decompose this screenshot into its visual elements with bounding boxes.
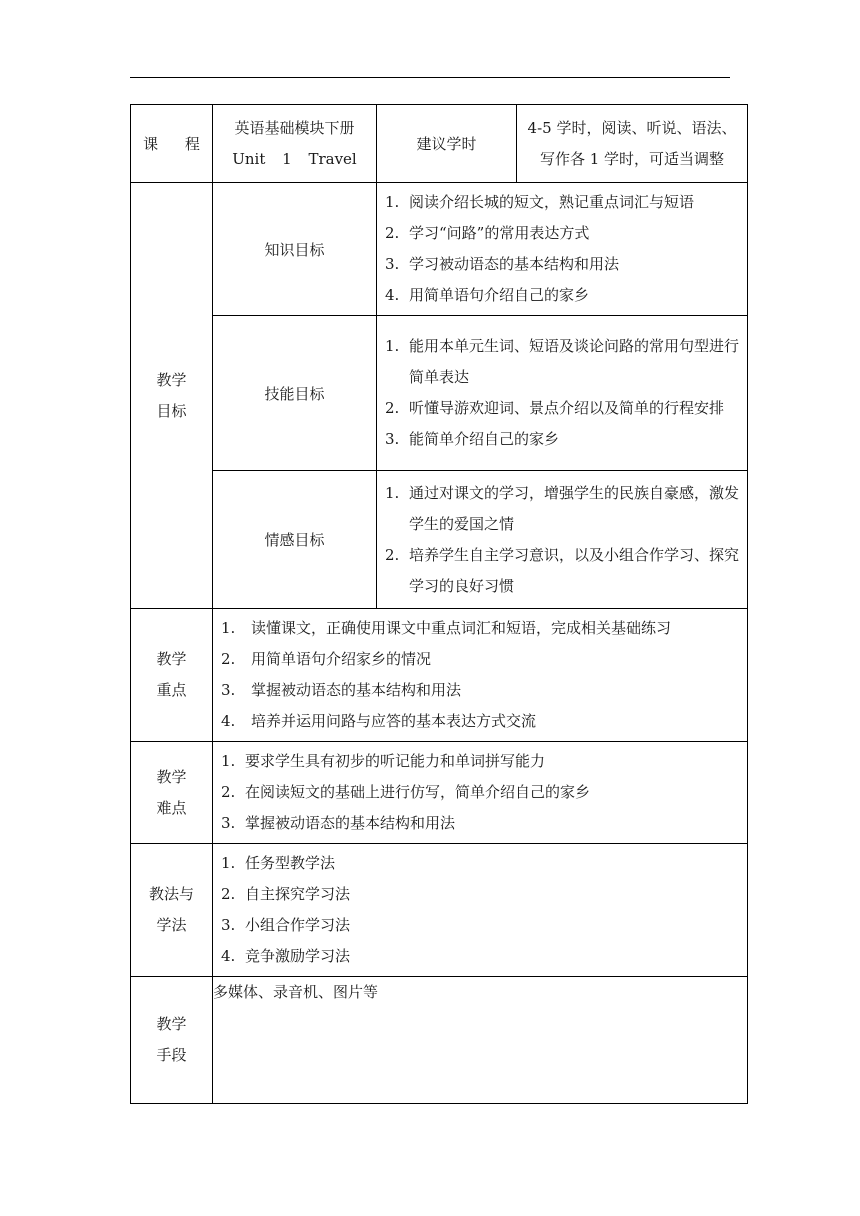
- knowledge-items-cell: [377, 183, 748, 316]
- key-points-list: [213, 609, 747, 741]
- item-text: 小组合作学习法: [245, 916, 351, 934]
- item-text: 学习被动语态的基本结构和用法: [409, 255, 620, 273]
- item-text: 能用本单元生词、短语及谈论问路的常用句型进行简单表达: [409, 337, 740, 386]
- item-number: 2.: [385, 545, 400, 564]
- list-item: [221, 706, 741, 737]
- emotion-label: 情感目标: [264, 531, 325, 549]
- item-number: 3.: [221, 814, 236, 832]
- course-label: 课 程: [143, 135, 200, 153]
- hours-value-line1: 4-5 学时，阅读、听说、语法、: [527, 118, 737, 137]
- skill-items-cell: [377, 316, 748, 471]
- methods-list: [213, 844, 747, 976]
- difficulties-list: [213, 742, 747, 843]
- list-item: [221, 777, 741, 808]
- list-item: [221, 613, 741, 644]
- methods-label-line1: 教法与: [148, 885, 194, 903]
- course-title-cell: [213, 105, 377, 183]
- difficulties-items-cell: [213, 742, 748, 844]
- item-text: 在阅读短文的基础上进行仿写，简单介绍自己的家乡: [245, 783, 591, 801]
- knowledge-list: [377, 183, 747, 315]
- item-number: 4.: [221, 712, 236, 730]
- objectives-label-cell: [131, 183, 213, 609]
- methods-label-cell: [131, 844, 213, 977]
- item-text: 任务型教学法: [245, 854, 336, 872]
- course-title-line1: 英语基础模块下册: [234, 118, 355, 137]
- item-number: 3.: [221, 916, 236, 934]
- header-rule: [130, 77, 730, 78]
- knowledge-label-cell: [213, 183, 377, 316]
- list-item: [385, 280, 741, 311]
- item-number: 2.: [385, 224, 400, 242]
- hours-label-cell: [377, 105, 517, 183]
- list-item: [221, 879, 741, 910]
- emotion-objective-row: [131, 471, 748, 609]
- means-label-cell: [131, 977, 213, 1104]
- item-number: 4.: [385, 286, 400, 304]
- skill-label: 技能目标: [264, 384, 325, 403]
- item-number: 3.: [385, 430, 400, 448]
- item-number: 4.: [221, 947, 236, 965]
- item-text: 用简单语句介绍家乡的情况: [251, 650, 432, 668]
- item-text: 掌握被动语态的基本结构和用法: [251, 681, 462, 699]
- item-number: 1.: [385, 337, 400, 355]
- item-text: 能简单介绍自己的家乡: [409, 430, 560, 448]
- item-text: 读懂课文，正确使用课文中重点词汇和短语，完成相关基础练习: [251, 619, 672, 637]
- list-item: [385, 187, 741, 218]
- methods-label-line2: 学法: [156, 916, 187, 934]
- item-text: 竞争激励学习法: [245, 947, 351, 965]
- item-text: 学习“问路”的常用表达方式: [409, 224, 590, 242]
- item-number: 2.: [385, 399, 400, 417]
- list-item: [385, 393, 741, 424]
- lesson-plan-table: [130, 104, 748, 1104]
- hours-value-cell: [517, 105, 748, 183]
- list-item: [385, 540, 741, 602]
- difficulties-label-line1: 教学: [156, 767, 187, 786]
- item-text: 自主探究学习法: [245, 885, 351, 903]
- list-item: [221, 675, 741, 706]
- knowledge-objective-row: [131, 183, 748, 316]
- means-text: 多媒体、录音机、图片等: [213, 983, 379, 1001]
- emotion-label-cell: [213, 471, 377, 609]
- list-item: [385, 249, 741, 280]
- item-text: 培养学生自主学习意识，以及小组合作学习、探究学习的良好习惯: [409, 545, 740, 595]
- list-item: [221, 848, 741, 879]
- emotion-list: [377, 474, 747, 606]
- key-points-label-line1: 教学: [156, 650, 187, 668]
- list-item: [385, 331, 741, 393]
- item-text: 用简单语句介绍自己的家乡: [409, 286, 590, 304]
- list-item: [221, 910, 741, 941]
- item-number: 1.: [385, 483, 400, 502]
- course-label-cell: [131, 105, 213, 183]
- item-text: 阅读介绍长城的短文，熟记重点词汇与短语: [409, 193, 695, 211]
- methods-row: [131, 844, 748, 977]
- item-number: 1.: [221, 854, 236, 872]
- emotion-items-cell: [377, 471, 748, 609]
- item-text: 通过对课文的学习，增强学生的民族自豪感，激发学生的爱国之情: [409, 483, 740, 533]
- skill-label-cell: [213, 316, 377, 471]
- means-text-cell: [213, 977, 748, 1104]
- item-text: 培养并运用问路与应答的基本表达方式交流: [251, 712, 537, 730]
- course-title-line2: Unit 1 Travel: [232, 149, 357, 168]
- means-label-line2: 手段: [156, 1046, 187, 1064]
- item-number: 1.: [385, 193, 400, 211]
- list-item: [221, 746, 741, 777]
- item-number: 3.: [385, 255, 400, 273]
- means-label-line1: 教学: [156, 1015, 187, 1033]
- key-points-items-cell: [213, 609, 748, 742]
- list-item: [385, 478, 741, 540]
- item-number: 2.: [221, 783, 236, 801]
- item-text: 掌握被动语态的基本结构和用法: [245, 814, 456, 832]
- list-item: [385, 218, 741, 249]
- list-item: [221, 941, 741, 972]
- difficulties-label-cell: [131, 742, 213, 844]
- key-points-label-line2: 重点: [156, 681, 187, 699]
- knowledge-label: 知识目标: [264, 240, 325, 259]
- item-number: 1.: [221, 752, 236, 770]
- hours-value-line2: 写作各 1 学时，可适当调整: [539, 149, 725, 168]
- difficulties-label-line2: 难点: [156, 798, 187, 817]
- difficulties-row: [131, 742, 748, 844]
- objectives-label-line1: 教学: [156, 370, 187, 389]
- skill-list: [377, 327, 747, 459]
- item-number: 2.: [221, 650, 236, 668]
- list-item: [221, 808, 741, 839]
- list-item: [385, 424, 741, 455]
- item-number: 3.: [221, 681, 236, 699]
- item-text: 听懂导游欢迎词、景点介绍以及简单的行程安排: [409, 399, 725, 417]
- key-points-row: [131, 609, 748, 742]
- item-number: 1.: [221, 619, 236, 637]
- methods-items-cell: [213, 844, 748, 977]
- hours-label: 建议学时: [416, 135, 477, 153]
- item-number: 2.: [221, 885, 236, 903]
- key-points-label-cell: [131, 609, 213, 742]
- item-text: 要求学生具有初步的听记能力和单词拼写能力: [245, 752, 546, 770]
- list-item: [221, 644, 741, 675]
- objectives-label-line2: 目标: [156, 401, 187, 420]
- means-row: [131, 977, 748, 1104]
- course-row: [131, 105, 748, 183]
- skill-objective-row: [131, 316, 748, 471]
